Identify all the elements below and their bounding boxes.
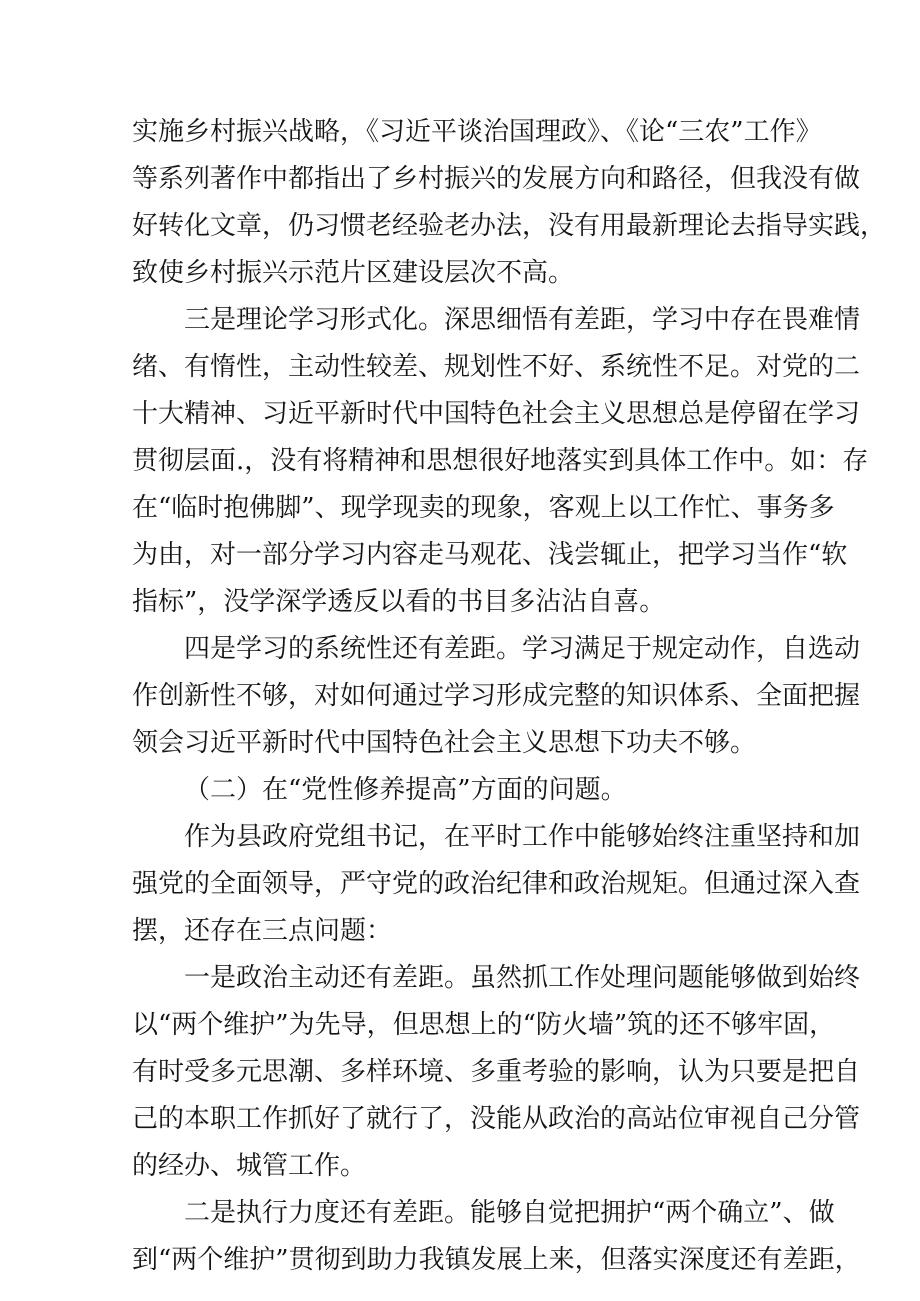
text-line: 到“两个维护”贯彻到助力我镇发展上来，但落实深度还有差距， <box>132 1245 861 1275</box>
section-heading: （二）在“党性修养提高”方面的问题。 <box>184 775 627 805</box>
paragraph-start-line: 一是政治主动还有差距。虽然抓工作处理问题能够做到始终 <box>184 963 861 993</box>
paragraph-start-line: 三是理论学习形式化。深思细悟有差距，学习中存在畏难情 <box>184 305 861 335</box>
text-line: 为由，对一部分学习内容走马观花、浅尝辄止，把学习当作“软 <box>132 540 848 570</box>
text-line: 实施乡村振兴战略，《习近平谈治国理政》、《论“三农”工作》 <box>132 117 822 147</box>
text-line: 致使乡村振兴示范片区建设层次不高。 <box>132 258 575 288</box>
text-line: 在“临时抱佛脚”、现学现卖的现象，客观上以工作忙、事务多 <box>132 493 835 523</box>
text-line: 领会习近平新时代中国特色社会主义思想下功夫不够。 <box>132 728 757 758</box>
text-line: 指标”，没学深学透反以看的书目多沾沾自喜。 <box>132 587 666 617</box>
text-line: 作创新性不够，对如何通过学习形成完整的知识体系、全面把握 <box>132 681 861 711</box>
text-line: 绪、有惰性，主动性较差、规划性不好、系统性不足。对党的二 <box>132 352 861 382</box>
paragraph-start-line: 作为县政府党组书记，在平时工作中能够始终注重坚持和加 <box>184 822 861 852</box>
paragraph-start-line: 四是学习的系统性还有差距。学习满足于规定动作，自选动 <box>184 634 861 664</box>
text-line: 等系列著作中都指出了乡村振兴的发展方向和路径，但我没有做 <box>132 164 861 194</box>
text-line: 十大精神、习近平新时代中国特色社会主义思想总是停留在学习 <box>132 399 861 429</box>
text-line: 强党的全面领导，严守党的政治纪律和政治规矩。但通过深入查 <box>132 869 861 899</box>
text-line: 摆，还存在三点问题： <box>132 916 393 946</box>
text-line: 以“两个维护”为先导，但思想上的“防火墙”筑的还不够牢固， <box>132 1010 836 1040</box>
text-line: 好转化文章，仍习惯老经验老办法，没有用最新理论去指导实践， <box>132 211 887 241</box>
text-line: 贯彻层面.，没有将精神和思想很好地落实到具体工作中。如：存 <box>132 446 869 476</box>
paragraph-start-line: 二是执行力度还有差距。能够自觉把拥护“两个确立”、做 <box>184 1198 835 1228</box>
text-line: 有时受多元思潮、多样环境、多重考验的影响，认为只要是把自 <box>132 1057 861 1087</box>
text-line: 的经办、城管工作。 <box>132 1151 367 1181</box>
text-line: 己的本职工作抓好了就行了，没能从政治的高站位审视自己分管 <box>132 1104 861 1134</box>
